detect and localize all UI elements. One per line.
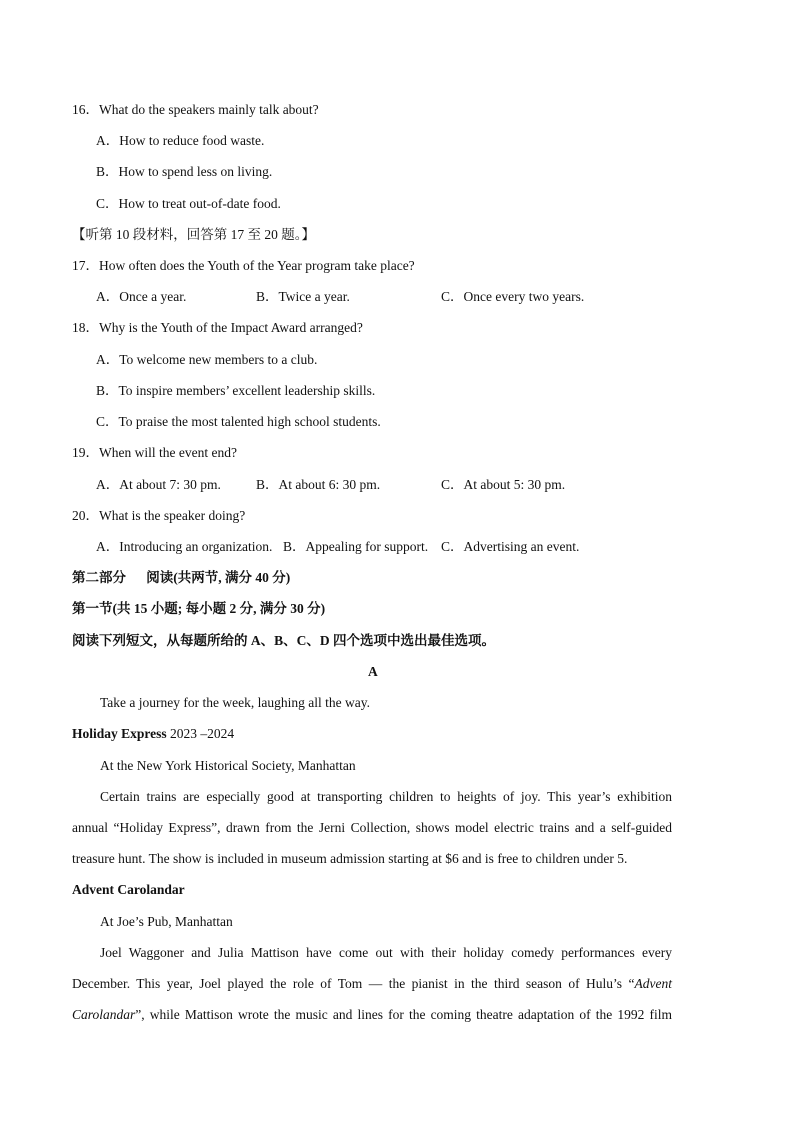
event-1-dates: 2023 –2024 (166, 726, 235, 741)
section-1-heading: 第一节(共 15 小题; 每小题 2 分, 满分 30 分) (72, 601, 326, 616)
question-16-option-a: A．How to reduce food waste. (96, 133, 265, 148)
passage-label: A (368, 664, 378, 679)
question-18-option-a: A．To welcome new members to a club. (96, 352, 318, 367)
reading-instructions: 阅读下列短文，从每题所给的 A、B、C、D 四个选项中选出最佳选项。 (72, 633, 496, 648)
event-2-paragraph-line-2 (72, 975, 672, 993)
event-2-line-2-text: December. This year, Joel played the role of Tom — the pianist in the third season of Hulu’s “ (72, 976, 635, 991)
question-16-stem: 16．What do the speakers mainly talk about? (72, 102, 319, 117)
event-1-paragraph-line-1: Certain trains are especially good at transporting children to heights of joy. This year’s exhibition (100, 789, 672, 804)
question-17-option-c: C．Once every two years. (441, 289, 585, 304)
event-1-paragraph-line-2: annual “Holiday Express”, drawn from the Jerni Collection, shows model electric trains and a self-guided (72, 820, 672, 835)
question-19-option-a: A．At about 7: 30 pm. (96, 477, 221, 492)
event-2-location: At Joe’s Pub, Manhattan (100, 914, 233, 929)
event-2-paragraph-line-3 (72, 1006, 672, 1024)
question-18-option-b: B．To inspire members’ excellent leadership skills. (96, 383, 376, 398)
event-2-line-3-italic: Carolandar (72, 1007, 136, 1022)
event-1-title: Holiday Express (72, 726, 167, 741)
question-20-stem: 20．What is the speaker doing? (72, 508, 246, 523)
question-18-stem: 18．Why is the Youth of the Impact Award arranged? (72, 320, 363, 335)
question-20-option-c: C．Advertising an event. (441, 539, 580, 554)
question-16-option-c: C．How to treat out-of-date food. (96, 196, 281, 211)
passage-intro: Take a journey for the week, laughing all the way. (100, 695, 370, 710)
event-2-title: Advent Carolandar (72, 882, 185, 897)
section-10-note: 【听第 10 段材料，回答第 17 至 20 题。】 (72, 227, 315, 242)
event-1-heading (72, 725, 234, 743)
question-20-option-b: B．Appealing for support. (283, 539, 429, 554)
question-19-option-c: C．At about 5: 30 pm. (441, 477, 566, 492)
question-17-option-a: A．Once a year. (96, 289, 187, 304)
question-20-option-a: A．Introducing an organization. (96, 539, 273, 554)
question-16-option-b: B．How to spend less on living. (96, 164, 273, 179)
question-19-stem: 19．When will the event end? (72, 445, 237, 460)
event-1-paragraph-line-3: treasure hunt. The show is included in museum admission starting at $6 and is free to children under 5. (72, 851, 628, 866)
part-2-heading: 第二部分 阅读(共两节, 满分 40 分) (72, 570, 291, 585)
event-2-line-2-italic: Advent (634, 976, 672, 991)
question-18-option-c: C．To praise the most talented high school students. (96, 414, 381, 429)
event-1-location: At the New York Historical Society, Manhattan (100, 758, 356, 773)
event-2-paragraph-line-1: Joel Waggoner and Julia Mattison have come out with their holiday comedy performances every (100, 945, 672, 960)
question-17-option-b: B．Twice a year. (256, 289, 350, 304)
question-17-stem: 17．How often does the Youth of the Year program take place? (72, 258, 415, 273)
event-2-line-3-text: ”, while Mattison wrote the music and lines for the coming theatre adaptation of the 1992 film (135, 1007, 672, 1022)
question-19-option-b: B．At about 6: 30 pm. (256, 477, 381, 492)
